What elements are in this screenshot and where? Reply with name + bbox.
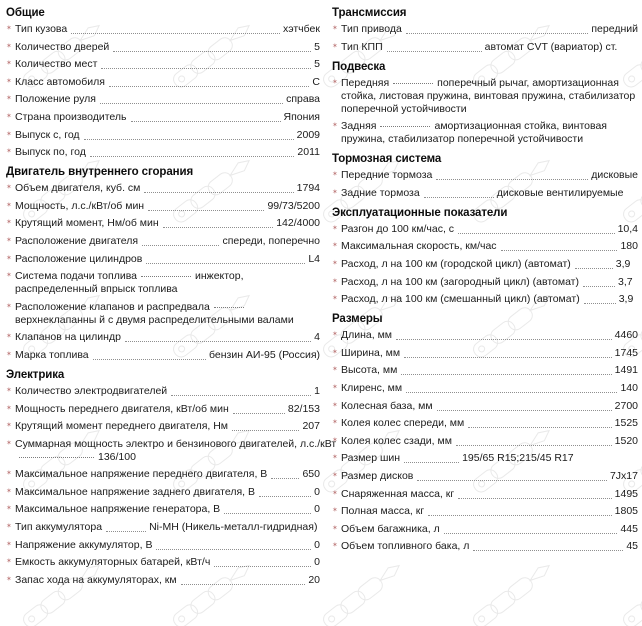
spec-value: 1805 (614, 505, 638, 518)
bullet-icon (332, 543, 336, 547)
spec-row (4, 111, 320, 124)
leader-dots (387, 50, 482, 52)
bullet-icon (6, 238, 10, 242)
section-title-obshchie: Общие (6, 7, 45, 19)
spec-value: Япония (283, 110, 320, 123)
bullet-icon (332, 491, 336, 495)
spec-label: Тип КПП (341, 40, 383, 53)
bullet-icon (6, 149, 10, 153)
spec-row (330, 347, 638, 360)
leader-dots (501, 249, 618, 251)
spec-label: Класс автомобиля (15, 75, 105, 88)
leader-dots (131, 120, 281, 122)
spec-value: 3,9 (618, 293, 634, 306)
bullet-icon (332, 226, 336, 230)
leader-dots (90, 155, 295, 157)
spec-label: Расположение двигателя (15, 234, 139, 247)
leader-dots (396, 338, 612, 340)
spec-value: 136/100 (98, 450, 136, 463)
spec-label: Передняя (341, 76, 390, 89)
bullet-icon (332, 438, 336, 442)
leader-dots (156, 548, 311, 550)
spec-label: Страна производитель (15, 110, 127, 123)
spec-value: 5 (314, 40, 320, 53)
bullet-icon (6, 256, 10, 260)
leader-dots (406, 32, 589, 34)
bullet-icon (6, 334, 10, 338)
spec-value: дисковые вентилируемые (496, 186, 624, 199)
spec-row (4, 521, 320, 534)
spec-row (4, 556, 320, 569)
bullet-icon (332, 420, 336, 424)
leader-dots (468, 426, 611, 428)
spec-label: Разгон до 100 км/час, с (341, 222, 455, 235)
spec-value: 1525 (614, 417, 638, 430)
spec-row (330, 258, 638, 271)
spec-label: Расход, л на 100 км (городской цикл) (автомат) (341, 257, 571, 270)
bullet-icon (6, 44, 10, 48)
leader-dots (141, 275, 191, 277)
spec-label: Система подачи топлива (15, 270, 137, 283)
spec-value: 82/153 (287, 402, 320, 415)
spec-value: 2700 (614, 399, 638, 412)
spec-label: Максимальное напряжение заднего двигателя, В (15, 485, 255, 498)
spec-value: 1 (314, 384, 320, 397)
spec-row (4, 503, 320, 516)
spec-row (4, 129, 320, 142)
spec-value: 99/73/5200 (267, 199, 320, 212)
spec-value: передний (591, 23, 638, 35)
bullet-icon (6, 132, 10, 136)
spec-label: Тип аккумулятора (15, 521, 103, 534)
spec-value: 207 (302, 420, 320, 433)
spec-label: Выпуск с, год (15, 128, 80, 141)
spec-label: Объем топливного бака, л (341, 540, 470, 553)
section-title-suspension: Подвеска (332, 60, 386, 73)
spec-value: 0 (314, 556, 320, 569)
spec-row (330, 435, 638, 448)
spec-row (4, 58, 320, 71)
leader-dots (144, 191, 293, 193)
bullet-icon (332, 172, 336, 176)
spec-row (330, 364, 638, 377)
bullet-icon (332, 508, 336, 512)
spec-label: Мощность, л.с./кВт/об мин (15, 199, 145, 212)
spec-label: Ширина, мм (341, 346, 401, 359)
spec-label: Расход, л на 100 км (загородный цикл) (автомат) (341, 275, 579, 288)
spec-label: Длина, мм (341, 329, 393, 342)
spec-label: Суммарная мощность электро и бензинового двигателей, л.с./кВт (15, 437, 337, 450)
spec-row (330, 276, 638, 289)
spec-label: Количество мест (15, 58, 98, 71)
spec-value: 10,4 (617, 222, 638, 235)
spec-value: 3,7 (617, 275, 633, 288)
leader-dots (458, 232, 615, 234)
bullet-icon (6, 524, 10, 528)
spec-row (330, 540, 638, 553)
spec-value: 4460 (614, 329, 638, 342)
spec-value: хэтчбек (283, 23, 320, 35)
spec-label: Клапанов на цилиндр (15, 331, 121, 344)
spec-label: Передние тормоза (341, 169, 433, 182)
bullet-icon (332, 190, 336, 194)
leader-dots (113, 50, 311, 52)
leader-dots (380, 125, 430, 127)
bullet-icon (332, 385, 336, 389)
leader-dots (146, 262, 305, 264)
spec-row (4, 468, 320, 481)
spec-row (4, 41, 320, 54)
bullet-icon (6, 388, 10, 392)
spec-label: Высота, мм (341, 364, 398, 377)
leader-dots (163, 226, 274, 228)
bullet-icon (332, 473, 336, 477)
spec-value: 0 (314, 503, 320, 516)
bullet-icon (6, 79, 10, 83)
leader-dots (456, 444, 612, 446)
bullet-icon (6, 506, 10, 510)
spec-row (330, 240, 638, 253)
spec-row (330, 169, 638, 182)
spec-row (4, 349, 320, 362)
leader-dots (404, 356, 612, 358)
leader-dots (271, 477, 299, 479)
spec-label: Клиренс, мм (341, 381, 403, 394)
spec-row (4, 420, 320, 433)
spec-row (330, 77, 638, 116)
spec-value: 5 (314, 58, 320, 71)
bullet-icon (6, 61, 10, 65)
leader-dots (148, 209, 264, 211)
spec-value: дисковые (591, 169, 638, 182)
bullet-icon (332, 261, 336, 265)
bullet-icon (332, 296, 336, 300)
spec-value: бензин АИ-95 (Россия) (209, 348, 320, 361)
spec-row (4, 270, 320, 296)
bullet-icon (332, 80, 336, 84)
spec-value: 7Jx17 (609, 469, 638, 482)
spec-row (330, 41, 638, 54)
spec-row (4, 217, 320, 230)
spec-row (330, 470, 638, 483)
spec-row (4, 146, 320, 159)
bullet-icon (6, 185, 10, 189)
spec-label: Размер шин (341, 452, 401, 465)
spec-row (330, 505, 638, 518)
spec-label: Расход, л на 100 км (смешанный цикл) (автомат) (341, 293, 580, 306)
spec-label: Марка топлива (15, 348, 89, 361)
spec-label: Количество дверей (15, 40, 110, 53)
bullet-icon (332, 403, 336, 407)
spec-value: 1520 (614, 434, 638, 447)
section-title-dimensions: Размеры (332, 313, 383, 326)
spec-value: 445 (620, 522, 638, 535)
leader-dots (583, 285, 615, 287)
leader-dots (19, 456, 94, 458)
spec-value: 195/65 R15;215/45 R17 (462, 452, 574, 465)
right-column (326, 6, 638, 626)
bullet-icon (332, 243, 336, 247)
leader-dots (232, 429, 299, 431)
spec-row (330, 417, 638, 430)
spec-row (330, 523, 638, 536)
spec-label: Количество электродвигателей (15, 384, 168, 397)
spec-label: Тип кузова (15, 23, 68, 35)
spec-row (330, 400, 638, 413)
bullet-icon (6, 273, 10, 277)
spec-value: 650 (302, 468, 320, 481)
leader-dots (214, 306, 244, 308)
spec-label: Выпуск по, год (15, 146, 86, 159)
spec-row (330, 223, 638, 236)
spec-value: Ni-MH (Никель-металл-гидридная) (149, 521, 318, 534)
leader-dots (444, 532, 618, 534)
spec-row (4, 574, 320, 587)
spec-row (4, 76, 320, 89)
spec-value: 4 (314, 331, 320, 344)
spec-value: 142/4000 (276, 217, 320, 230)
section-title-transmission: Трансмиссия (332, 7, 407, 19)
leader-dots (424, 196, 494, 198)
spec-label: Задние тормоза (341, 186, 420, 199)
bullet-icon (6, 203, 10, 207)
leader-dots (125, 340, 311, 342)
spec-row (330, 452, 638, 465)
spec-row (4, 182, 320, 195)
bullet-icon (6, 220, 10, 224)
leader-dots (106, 530, 146, 532)
spec-label: Крутящий момент, Нм/об мин (15, 217, 159, 230)
leader-dots (93, 358, 206, 360)
spec-label: Расположение клапанов и распредвала (15, 300, 210, 313)
spec-value: 0 (314, 485, 320, 498)
spec-row (330, 329, 638, 342)
spec-label: Снаряженная масса, кг (341, 487, 455, 500)
spec-value: поперечный рычаг, амортизационная стойка, листовая пружина, винтовая пружина, стабилизатор поперечной устойчивости (341, 76, 636, 115)
spec-label: Колесная база, мм (341, 399, 433, 412)
section-title-performance: Эксплуатационные показатели (332, 206, 508, 219)
spec-row (4, 437, 337, 464)
bullet-icon (6, 26, 10, 30)
spec-label: Емкость аккумуляторных батарей, кВт/ч (15, 556, 211, 569)
leader-dots (437, 409, 612, 411)
leader-dots (458, 497, 611, 499)
spec-label: Объем багажника, л (341, 522, 440, 535)
leader-dots (406, 391, 617, 393)
spec-row (4, 486, 320, 499)
leader-dots (584, 302, 616, 304)
spec-value: 1794 (296, 182, 320, 195)
spec-value: 2011 (297, 146, 320, 159)
spec-label: Максимальное напряжение генератора, В (15, 503, 221, 516)
spec-value: 0 (314, 538, 320, 551)
bullet-icon (332, 526, 336, 530)
leader-dots (401, 373, 611, 375)
bullet-icon (332, 455, 336, 459)
bullet-icon (332, 332, 336, 336)
spec-label: Колея колес спереди, мм (341, 417, 465, 430)
leader-dots (171, 394, 311, 396)
bullet-icon (6, 114, 10, 118)
spec-value: 45 (626, 540, 638, 553)
spec-label: Мощность переднего двигателя, кВт/об мин (15, 402, 229, 415)
bullet-icon (6, 352, 10, 356)
leader-dots (214, 565, 311, 567)
bullet-icon (6, 406, 10, 410)
spec-row (4, 253, 320, 266)
bullet-icon (6, 577, 10, 581)
leader-dots (101, 67, 311, 69)
bullet-icon (6, 489, 10, 493)
leader-dots (575, 267, 613, 269)
spec-value: 180 (620, 240, 638, 253)
spec-value: 1745 (614, 346, 638, 359)
spec-row (330, 382, 638, 395)
left-column (4, 6, 337, 626)
spec-row (330, 23, 638, 36)
spec-label: Запас хода на аккумуляторах, км (15, 573, 177, 586)
spec-value: спереди, поперечно (222, 234, 320, 247)
leader-dots (71, 32, 280, 34)
spec-label: Задняя (341, 120, 377, 133)
spec-row (4, 235, 320, 248)
leader-dots (181, 583, 306, 585)
leader-dots (224, 512, 311, 514)
spec-label: Расположение цилиндров (15, 252, 143, 265)
spec-row (330, 120, 638, 146)
bullet-icon (6, 471, 10, 475)
spec-label: Колея колес сзади, мм (341, 434, 452, 447)
spec-value: 2009 (296, 128, 320, 141)
spec-row (4, 301, 320, 327)
bullet-icon (6, 559, 10, 563)
bullet-icon (332, 123, 336, 127)
leader-dots (84, 138, 294, 140)
spec-value: 1491 (614, 364, 638, 377)
spec-row (330, 293, 638, 306)
spec-value: амортизационная стойка, винтовая пружина, стабилизатор поперечной устойчивости (341, 120, 607, 146)
spec-value: инжектор, распределенный впрыск топлива (15, 270, 244, 296)
bullet-icon (6, 542, 10, 546)
leader-dots (436, 178, 588, 180)
spec-value: C (312, 75, 320, 88)
spec-label: Объем двигателя, куб. см (15, 182, 141, 195)
spec-row (330, 187, 638, 200)
bullet-icon (332, 44, 336, 48)
bullet-icon (6, 96, 10, 100)
bullet-icon (332, 279, 336, 283)
spec-row (4, 539, 320, 552)
spec-value: 140 (620, 381, 638, 394)
spec-label: Полная масса, кг (341, 505, 425, 518)
spec-value: L4 (308, 252, 320, 265)
leader-dots (233, 412, 285, 414)
bullet-icon (332, 350, 336, 354)
spec-value: 20 (308, 573, 320, 586)
bullet-icon (332, 367, 336, 371)
spec-label: Крутящий момент переднего двигателя, Нм (15, 420, 229, 433)
spec-row (4, 331, 320, 344)
bullet-icon (6, 304, 10, 308)
spec-value: верхнеклапанны й с двумя распределительными валами (15, 313, 294, 326)
section-title-elektrika: Электрика (6, 368, 65, 381)
leader-dots (393, 82, 433, 84)
section-title-engine: Двигатель внутреннего сгорания (6, 166, 194, 179)
leader-dots (259, 495, 311, 497)
spec-row (4, 200, 320, 213)
leader-dots (109, 85, 309, 87)
leader-dots (142, 244, 219, 246)
spec-label: Размер дисков (341, 469, 414, 482)
spec-label: Тип привода (341, 23, 402, 35)
section-title-brakes: Тормозная система (332, 153, 442, 166)
spec-row (330, 488, 638, 501)
bullet-icon (6, 441, 10, 445)
spec-label: Максимальная скорость, км/час (341, 240, 497, 253)
spec-label: Напряжение аккумулятор, В (15, 538, 153, 551)
spec-label: Положение руля (15, 93, 96, 106)
spec-row (4, 385, 320, 398)
spec-row (4, 23, 320, 36)
bullet-icon (6, 423, 10, 427)
spec-value: справа (286, 93, 320, 106)
spec-label: Максимальное напряжение переднего двигателя, В (15, 468, 268, 481)
spec-row (4, 403, 320, 416)
spec-row (4, 93, 320, 106)
leader-dots (404, 461, 459, 463)
leader-dots (100, 102, 283, 104)
spec-value: автомат CVT (вариатор) ст. (484, 40, 618, 53)
leader-dots (428, 514, 611, 516)
bullet-icon (332, 26, 336, 30)
leader-dots (473, 549, 623, 551)
spec-value: 3,9 (615, 257, 631, 270)
spec-value: 1495 (614, 487, 638, 500)
leader-dots (417, 479, 607, 481)
